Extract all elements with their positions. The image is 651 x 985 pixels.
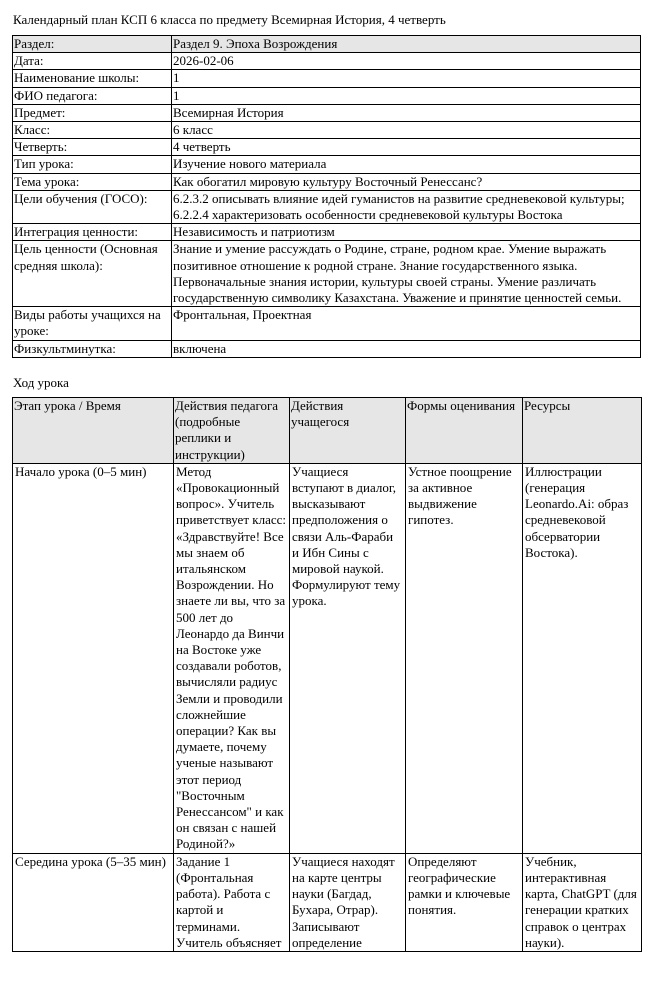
info-value: Фронтальная, Проектная	[172, 307, 641, 340]
info-row	[13, 122, 641, 139]
info-row	[13, 70, 641, 87]
lesson-cell: Учебник, интерактивная карта, ChatGPT (для генерации кратких справок о центрах науки).	[523, 853, 642, 951]
info-row	[13, 241, 641, 307]
info-key: Дата:	[13, 53, 172, 70]
info-key: Цели обучения (ГОСО):	[13, 190, 172, 223]
info-key: Тип урока:	[13, 156, 172, 173]
lesson-row	[13, 463, 642, 853]
lesson-header-cell: Действия учащегося	[290, 398, 406, 464]
info-value: включена	[172, 340, 641, 357]
info-value: 1	[172, 70, 641, 87]
info-key: Предмет:	[13, 104, 172, 121]
info-key: ФИО педагога:	[13, 87, 172, 104]
info-row	[13, 190, 641, 223]
lesson-header-cell: Действия педагога (подробные реплики и инструкции)	[174, 398, 290, 464]
lesson-flow-heading: Ход урока	[13, 375, 69, 390]
info-row	[13, 36, 641, 53]
info-key: Интеграция ценности:	[13, 224, 172, 241]
info-value: Раздел 9. Эпоха Возрождения	[172, 36, 641, 53]
lesson-cell: Метод «Провокационный вопрос». Учитель приветствует класс: «Здравствуйте! Все мы знаем об итальянском Возрождении. Но знаете ли вы, что за 500 лет до Леонардо да Винчи на Востоке уже создавали роботов, вычисляли радиус Земли и проводили сложнейшие операции? Как вы думаете, почему ученые называют этот период "Восточным Ренессансом" и как он связан с нашей Родиной?»	[174, 463, 290, 853]
lesson-cell: Задание 1 (Фронтальная работа). Работа с картой и терминами. Учитель объясняет	[174, 853, 290, 951]
info-row	[13, 53, 641, 70]
info-value: Всемирная История	[172, 104, 641, 121]
lesson-cell: Иллюстрации (генерация Leonardo.Ai: образ средневековой обсерватории Востока).	[523, 463, 642, 853]
info-key: Раздел:	[13, 36, 172, 53]
info-key: Цель ценности (Основная средняя школа):	[13, 241, 172, 307]
lesson-table	[12, 397, 642, 952]
info-row	[13, 224, 641, 241]
page-title: Календарный план КСП 6 класса по предмету Всемирная История, 4 четверть	[13, 12, 446, 27]
lesson-header-cell: Формы оценивания	[406, 398, 523, 464]
info-row	[13, 340, 641, 357]
info-key: Класс:	[13, 122, 172, 139]
lesson-cell: Определяют географические рамки и ключевые понятия.	[406, 853, 523, 951]
info-value: 4 четверть	[172, 139, 641, 156]
lesson-header-cell: Этап урока / Время	[13, 398, 174, 464]
info-key: Физкультминутка:	[13, 340, 172, 357]
info-value: Изучение нового материала	[172, 156, 641, 173]
info-key: Виды работы учащихся на уроке:	[13, 307, 172, 340]
lesson-row	[13, 853, 642, 951]
info-row	[13, 173, 641, 190]
lesson-cell: Учащиеся находят на карте центры науки (Багдад, Бухара, Отрар). Записывают определение	[290, 853, 406, 951]
info-value: 1	[172, 87, 641, 104]
info-table	[12, 35, 641, 358]
info-value: Знание и умение рассуждать о Родине, стране, родном крае. Умение выражать позитивное отношение к родной стране. Знание государственного языка. Первоначальные знания истории, культуры своей страны. Умение различать государственную символику Казахстана. Уважение и принятие ценностей семьи.	[172, 241, 641, 307]
info-value: 6 класс	[172, 122, 641, 139]
lesson-header-cell: Ресурсы	[523, 398, 642, 464]
info-value: 2026-02-06	[172, 53, 641, 70]
info-row	[13, 87, 641, 104]
info-value: 6.2.3.2 описывать влияние идей гуманистов на развитие средневековой культуры; 6.2.2.4 характеризовать особенности средневековой культуры Востока	[172, 190, 641, 223]
info-row	[13, 104, 641, 121]
lesson-cell: Устное поощрение за активное выдвижение гипотез.	[406, 463, 523, 853]
info-key: Тема урока:	[13, 173, 172, 190]
info-row	[13, 307, 641, 340]
info-value: Независимость и патриотизм	[172, 224, 641, 241]
lesson-cell: Начало урока (0–5 мин)	[13, 463, 174, 853]
info-value: Как обогатил мировую культуру Восточный Ренессанс?	[172, 173, 641, 190]
info-row	[13, 139, 641, 156]
info-row	[13, 156, 641, 173]
info-key: Наименование школы:	[13, 70, 172, 87]
lesson-cell: Учащиеся вступают в диалог, высказывают предположения о связи Аль-Фараби и Ибн Сины с мировой наукой. Формулируют тему урока.	[290, 463, 406, 853]
info-key: Четверть:	[13, 139, 172, 156]
lesson-cell: Середина урока (5–35 мин)	[13, 853, 174, 951]
